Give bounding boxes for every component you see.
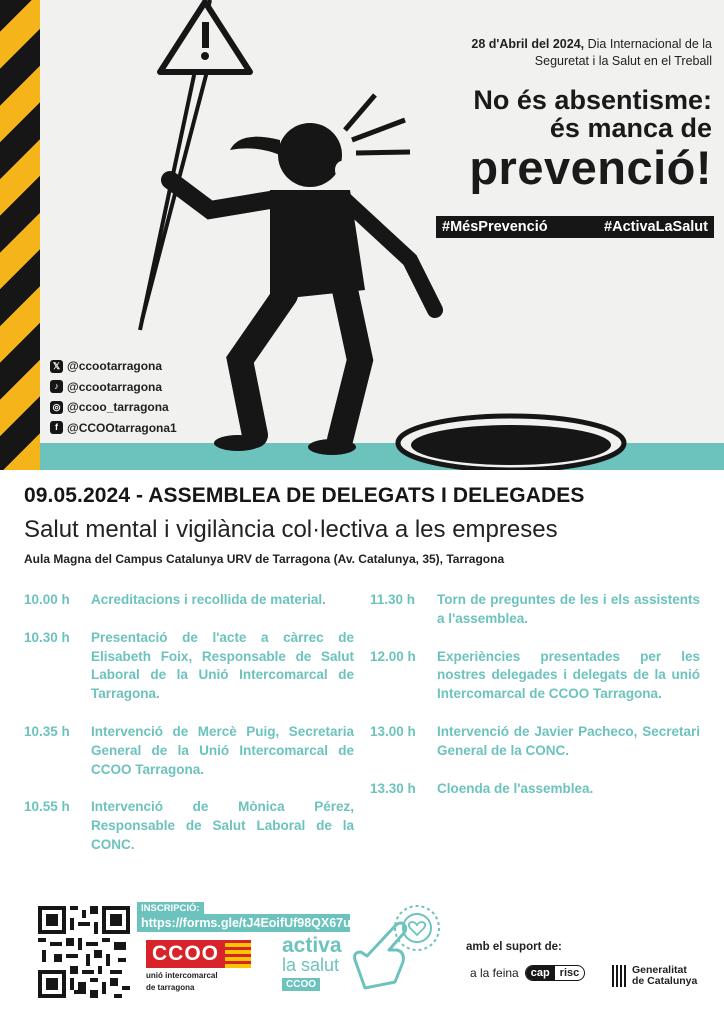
generalitat-line-2: de Catalunya — [632, 975, 698, 987]
schedule-desc: Torn de preguntes de les i els assistents a l'assemblea. — [437, 592, 700, 626]
social-links — [50, 356, 177, 438]
facebook-icon: f — [50, 421, 63, 434]
schedule-time: 10.00 h — [24, 592, 70, 607]
date-rest: Dia Internacional de la — [584, 37, 712, 51]
senyera-flag-icon — [225, 940, 251, 968]
generalitat-emblem-icon — [612, 965, 626, 987]
event-venue: Aula Magna del Campus Catalunya URV de Tarragona (Av. Catalunya, 35), Tarragona — [24, 552, 505, 566]
date-bold: 28 d'Abril del 2024, — [471, 37, 585, 51]
event-title: 09.05.2024 - ASSEMBLEA DE DELEGATS I DELEGADES — [24, 484, 585, 507]
social-tiktok[interactable] — [50, 377, 177, 398]
a-la-feina-text: a la feina — [470, 966, 519, 980]
hashtag-bar — [436, 216, 714, 238]
pointing-hand-heart-icon — [345, 900, 445, 992]
headline-line-1: No és absentisme: — [473, 85, 712, 115]
manhole-hole-illustration — [395, 412, 627, 470]
schedule-desc: Intervenció de Mercè Puig, Secretaria General de la Unió Intercomarcal de CCOO Tarragona. — [91, 723, 354, 777]
schedule-item — [24, 798, 354, 854]
la-salut-word: la salut — [282, 955, 340, 975]
schedule-left-column — [24, 591, 354, 855]
headline — [392, 86, 712, 194]
schedule-desc: Intervenció de Mònica Pérez, Responsable de Salut Laboral de la CONC. — [91, 799, 354, 852]
schedule-item — [370, 723, 700, 761]
support-label: amb el suport de: — [466, 941, 562, 953]
ccoo-logo — [146, 940, 264, 992]
hazard-stripes — [0, 0, 40, 470]
ccoo-wordmark: CCOO — [146, 940, 225, 968]
registration-qr-code[interactable] — [38, 906, 130, 998]
event-subtitle: Salut mental i vigilància col·lectiva a les empreses — [24, 516, 558, 543]
activa-ccoo-tag: CCOO — [282, 978, 320, 991]
schedule-right-column — [370, 591, 700, 798]
schedule-item — [370, 780, 700, 799]
social-handle: @ccootarragona — [67, 379, 163, 394]
schedule-desc: Acreditacions i recollida de material. — [91, 592, 326, 607]
cap-risc-badge — [525, 965, 586, 981]
ccoo-sub-2: de tarragona — [146, 983, 195, 992]
hashtag-mes-prevencio: #MésPrevenció — [442, 219, 548, 235]
tiktok-icon: ♪ — [50, 380, 63, 393]
social-instagram[interactable] — [50, 397, 177, 418]
schedule-time: 12.00 h — [370, 648, 416, 664]
inscripcio-link[interactable]: https://forms.gle/tJ4EoifUf98QX67u6 — [137, 914, 350, 932]
social-handle: @ccootarragona — [67, 359, 163, 374]
activa-word: activa — [282, 934, 342, 957]
schedule-time: 13.30 h — [370, 780, 416, 796]
hero-banner — [0, 0, 724, 470]
social-x[interactable] — [50, 356, 177, 377]
x-icon: 𝕏 — [50, 360, 63, 373]
social-handle: @CCOOtarragona1 — [67, 420, 177, 435]
inscripcio-label: INSCRIPCIÓ: — [137, 902, 204, 915]
schedule-item — [370, 648, 700, 704]
schedule-desc: Presentació de l'acte a càrrec de Elisabeth Foix, Responsable de Salut Laboral de la Unió Intercomarcal de Tarragona. — [91, 629, 354, 702]
date-line — [412, 36, 712, 70]
schedule-desc: Intervenció de Javier Pacheco, Secretari General de la CONC. — [437, 723, 700, 758]
schedule-item — [24, 723, 354, 779]
schedule-time: 11.30 h — [370, 592, 416, 607]
schedule-time: 10.30 h — [24, 629, 70, 645]
instagram-icon: ◎ — [50, 401, 63, 414]
schedule-desc: Cloenda de l'assemblea. — [437, 780, 594, 796]
risc-word: risc — [559, 967, 580, 979]
headline-line-3: prevenció! — [469, 141, 712, 194]
generalitat-logo — [612, 965, 697, 987]
social-facebook[interactable] — [50, 418, 177, 439]
cap-word: cap — [526, 966, 555, 980]
hashtag-activa-la-salut: #ActivaLaSalut — [604, 219, 708, 235]
schedule-time: 10.35 h — [24, 723, 70, 739]
capirisc-logo — [470, 965, 585, 981]
ccoo-sub-1: unió intercomarcal — [146, 971, 218, 980]
date-line-2: Seguretat i la Salut en el Treball — [534, 54, 712, 68]
schedule-time: 13.00 h — [370, 723, 416, 739]
schedule-item — [24, 591, 354, 610]
schedule-item — [370, 591, 700, 629]
activa-la-salut-logo — [282, 936, 342, 992]
social-handle: @ccoo_tarragona — [67, 400, 169, 415]
headline-line-2: és manca de — [549, 113, 712, 143]
schedule-desc: Experiències presentades per les nostres delegades i delegats de la unió Intercomarcal de CCOO Tarragona. — [437, 648, 700, 702]
schedule-time: 10.55 h — [24, 799, 70, 815]
schedule-item — [24, 629, 354, 704]
generalitat-line-1: Generalitat — [632, 964, 687, 976]
